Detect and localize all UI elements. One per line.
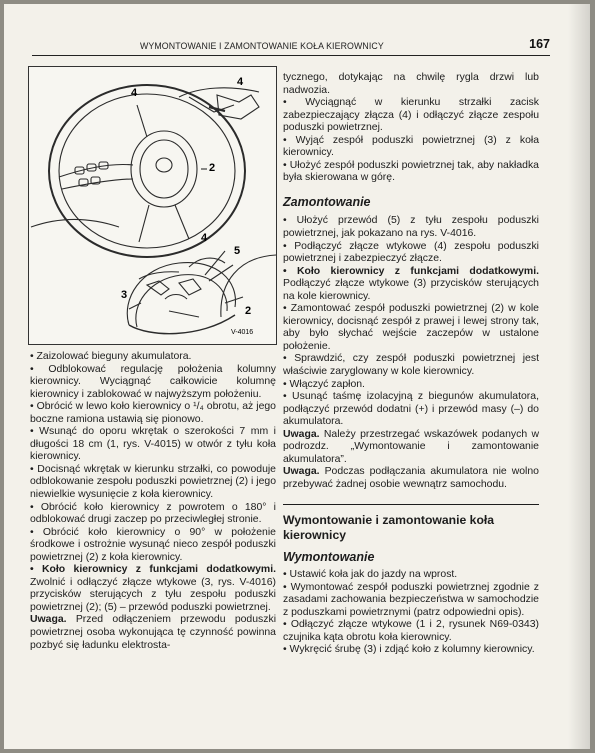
heading-zamontowanie: Zamontowanie	[283, 194, 371, 209]
figure-code: V-4016	[231, 329, 254, 336]
right-text-column	[283, 72, 539, 657]
left-note	[30, 614, 276, 652]
callout-3-detail: 3	[121, 289, 128, 301]
right-item: • Usunąć taśmę izolacyjną z biegunów akumulatora, podłączyć przewód dodatni (+) i przewód masy (–) do akumulatora.	[283, 391, 539, 428]
right-item: • Wyjąć zespół poduszki powietrznej (3) z koła kierownicy.	[283, 134, 539, 159]
figure-drawing	[29, 67, 276, 344]
callout-5-detail: 5	[234, 245, 241, 257]
right-item: • Ustawić koła jak do jazdy na wprost.	[283, 569, 458, 581]
note-label: Uwaga.	[30, 614, 67, 626]
left-item-extra-functions	[30, 564, 276, 614]
left-item: • Wsunąć do oporu wkrętak o szerokości 7 mm i długości 18 cm (1, rys. V-4015) w otwór z tyłu koła kierownicy.	[30, 426, 276, 463]
right-item: • Wyciągnąć w kierunku strzałki zacisk zabezpieczający złącza (4) i odłączyć złącze zespołu poduszki powietrznej.	[283, 97, 539, 134]
note-text: Przed odłączeniem przewodu poduszki powietrznej osoba wykonująca tę czynność powinna pozbyć się ładunku elektrosta-	[30, 614, 277, 651]
right-note	[283, 429, 539, 467]
note-label: Uwaga.	[283, 428, 320, 440]
note-label: Uwaga.	[283, 466, 320, 478]
bold-label: • Koło kierownicy z funkcjami dodatkowymi.	[30, 564, 276, 576]
right-item: tycznego, dotykając na chwilę rygla drzwi lub nadwozia.	[283, 72, 539, 96]
bold-label: • Koło kierownicy z funkcjami dodatkowymi.	[283, 265, 539, 277]
page-number: 167	[529, 37, 550, 51]
left-text-column	[30, 351, 276, 652]
callout-4-detail: 4	[201, 232, 208, 244]
right-item: • Odłączyć złącze wtykowe (1 i 2, rysunek N69-0343) czujnika kąta obrotu koła kierownicy.	[283, 619, 539, 643]
page-gutter-shadow	[568, 4, 590, 749]
section-heading	[283, 504, 539, 544]
heading-wymontowanie: Wymontowanie	[283, 549, 375, 564]
right-item: • Wymontować zespół poduszki powietrznej zgodnie z zasadami zachowania bezpieczeństwa w samochodzie z poduszkami powietrznymi (patrz odpowiedni opis).	[283, 581, 539, 618]
section-title: Wymontowanie i zamontowanie koła kierownicy	[283, 512, 495, 542]
right-item: • Sprawdzić, czy zespół poduszki powietrznej jest właściwie zaryglowany w kole kierownicy.	[283, 353, 539, 378]
book-page	[4, 4, 590, 749]
left-item: • Obrócić koło kierownicy z powrotem o 180° i odblokować drugi zaczep po przeciwległej stronie.	[30, 501, 276, 526]
left-item: • Obrócić w lewo koło kierownicy o ¹/₄ obrotu, aż jego boczne ramiona ustawią się pionowo.	[30, 401, 276, 425]
right-note	[283, 466, 539, 491]
left-item: • Obrócić koło kierownicy o 90° w położenie środkowe i ostrożnie wysunąć nieco zespół poduszki powietrznej (2) z koła kierownicy.	[30, 526, 276, 563]
right-item: • Wykręcić śrubę (3) i zdjąć koło z kolumny kierownicy.	[283, 644, 535, 656]
callout-4-wheel: 4	[131, 87, 138, 99]
left-item: • Docisnąć wkrętak w kierunku strzałki, co powoduje odblokowanie zespołu poduszki powietrznej (2) i jego niewielkie wysunięcie z koła kierownicy.	[30, 463, 277, 501]
figure-airbag-removal	[28, 66, 277, 345]
right-item: • Ułożyć zespół poduszki powietrznej tak, aby nakładka była skierowana w górę.	[283, 159, 539, 184]
left-item: • Zaizolować bieguny akumulatora.	[30, 351, 192, 362]
left-item: • Odblokować regulację położenia kolumny kierownicy. Wyciągnąć całkowicie kolumnę kierownicy i zablokować w najwyższym położeniu.	[30, 363, 276, 400]
section-rule	[283, 504, 539, 505]
item-text: Podłączyć złącze wtykowe (3) przycisków sterujących na kole kierownicy.	[283, 278, 539, 302]
callout-2-wheel: 2	[209, 162, 216, 174]
header-title: WYMONTOWANIE I ZAMONTOWANIE KOŁA KIEROWNICY	[140, 41, 384, 51]
right-item: • Włączyć zapłon.	[283, 378, 365, 390]
note-text: Należy przestrzegać wskazówek podanych w podrozdz. „Wymontowanie i zamontowanie akumulatora”.	[283, 428, 539, 465]
right-item: • Zamontować zespół poduszki powietrznej (2) w kole kierownicy, docisnąć zespół z prawej i lewej strony tak, aby było słychać wejście zaczepów w ustalone położenie.	[283, 303, 539, 352]
note-text: Podczas podłączania akumulatora nie wolno przebywać żadnej osobie wewnątrz samochodu.	[283, 466, 539, 490]
right-item: • Podłączyć złącze wtykowe (4) zespołu poduszki powietrznej i zabezpieczyć złącze.	[283, 240, 539, 265]
right-item-extra-functions	[283, 266, 539, 304]
running-header	[32, 38, 550, 56]
callout-4-top: 4	[237, 76, 244, 88]
callout-2-detail: 2	[245, 305, 252, 317]
right-item: • Ułożyć przewód (5) z tyłu zespołu poduszki powietrznej, jak pokazano na rys. V-4016.	[283, 215, 539, 240]
item-text: Zwolnić i odłączyć złącze wtykowe (3, rys. V-4016) przycisków sterujących z tyłu zespołu poduszki powietrznej (2); (5) – przewód poduszki powietrznej.	[30, 576, 276, 613]
